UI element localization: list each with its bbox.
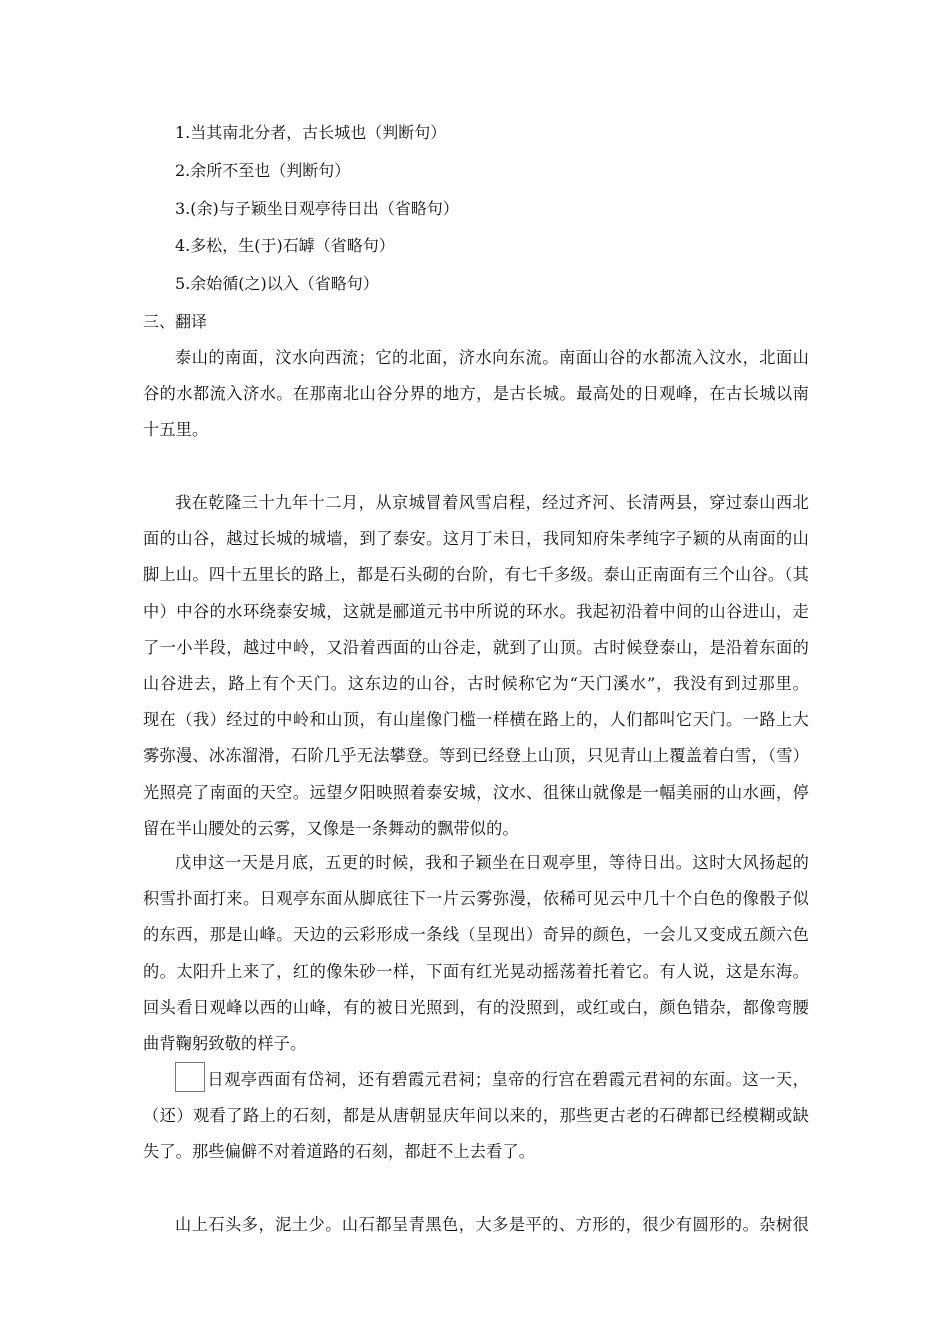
paragraph-line: 谷的水都流入济水。在那南北山谷分界的地方，是古长城。最高处的日观峰，在古长城以南 <box>143 384 809 404</box>
paragraph-line: 戊申这一天是月底，五更的时候，我和子颖坐在日观亭里，等待日出。这时大风扬起的 <box>175 853 809 872</box>
paragraph-line: 面的山谷，越过长城的城墙，到了泰安。这月丁未日，我同知府朱孝纯字子颖的从南面的山 <box>143 529 809 549</box>
list-item: 3.(余)与子颖坐日观亭待日出（省略句） <box>175 199 459 218</box>
paragraph-2 <box>143 485 809 847</box>
list-item: 1.当其南北分者，古长城也（判断句） <box>175 123 447 142</box>
paragraph-line: 现在（我）经过的中岭和山顶，有山崖像门槛一样横在路上的，人们都叫它天门。一路上大 <box>143 710 809 730</box>
paragraph-line: 积雪扑面打来。日观亭东面从脚底往下一片云雾弥漫，依稀可见云中几十个白色的像骰子似 <box>143 889 809 909</box>
paragraph-line-text: 日观亭西面有岱祠，还有碧霞元君祠；皇帝的行宫在碧霞元君祠的东面。这一天， <box>207 1070 809 1089</box>
paragraph-line: （还）观看了路上的石刻，都是从唐朝显庆年间以来的，那些更古老的石碑都已经模糊或缺 <box>143 1106 809 1126</box>
paragraph-line: 山上石头多，泥土少。山石都呈青黑色，大多是平的、方形的，很少有圆形的。杂树很 <box>175 1215 809 1234</box>
paragraph-line: 十五里。 <box>143 420 209 440</box>
paragraph-line: 我在乾隆三十九年十二月，从京城冒着风雪启程，经过齐河、长清两县，穿过泰山西北 <box>175 493 809 512</box>
paragraph-5 <box>143 1207 809 1243</box>
paragraph-line: 的。太阳升上来了，红的像朱砂一样，下面有红光晃动摇荡着托着它。有人说，这是东海。 <box>143 961 809 981</box>
paragraph-line: 中）中谷的水环绕泰安城，这就是郦道元书中所说的环水。我起初沿着中间的山谷进山，走 <box>143 601 809 621</box>
paragraph-line <box>143 1062 809 1098</box>
section-heading: 三、翻译 <box>143 312 208 331</box>
paragraph-line: 留在半山腰处的云雾，又像是一条舞动的飘带似的。 <box>143 818 519 838</box>
paragraph-line: 脚上山。四十五里长的路上，都是石头砌的台阶，有七千多级。泰山正南面有三个山谷。（其 <box>143 565 809 585</box>
paragraph-line: 泰山的南面，汶水向西流；它的北面，济水向东流。南面山谷的水都流入汶水，北面山 <box>175 348 809 367</box>
paragraph-3 <box>143 845 809 1062</box>
paragraph-line: 的东西，那是山峰。天边的云彩形成一条线（呈现出）奇异的颜色，一会儿又变成五颜六色 <box>143 925 809 945</box>
list-item: 2.余所不至也（判断句） <box>175 161 351 180</box>
list-item: 5.余始循(之)以入（省略句） <box>175 274 379 293</box>
paragraph-line: 回头看日观峰以西的山峰，有的被日光照到，有的没照到，或红或白，颜色错杂，都像弯腰 <box>143 997 809 1017</box>
list-item: 4.多松，生(于)石罅（省略句） <box>175 236 395 255</box>
blank-box <box>175 1062 205 1092</box>
paragraph-4 <box>143 1062 809 1171</box>
paragraph-line: 曲背鞠躬致敬的样子。 <box>143 1034 307 1054</box>
paragraph-line: 了一小半段，越过中岭，又沿着西面的山谷走，就到了山顶。古时候登泰山，是沿着东面的 <box>143 637 809 657</box>
paragraph-line: 失了。那些偏僻不对着道路的石刻，都赶不上去看了。 <box>143 1142 536 1162</box>
paragraph-line: 山谷进去，路上有个天门。这东边的山谷，古时候称它为“天门溪水”，我没有到过那里。 <box>143 674 809 694</box>
paragraph-1 <box>143 340 809 449</box>
paragraph-line: 雾弥漫、冰冻溜滑，石阶几乎无法攀登。等到已经登上山顶，只见青山上覆盖着白雪，（雪） <box>143 746 809 766</box>
paragraph-line: 光照亮了南面的天空。远望夕阳映照着泰安城，汶水、徂徕山就像是一幅美丽的山水画，停 <box>143 782 809 802</box>
